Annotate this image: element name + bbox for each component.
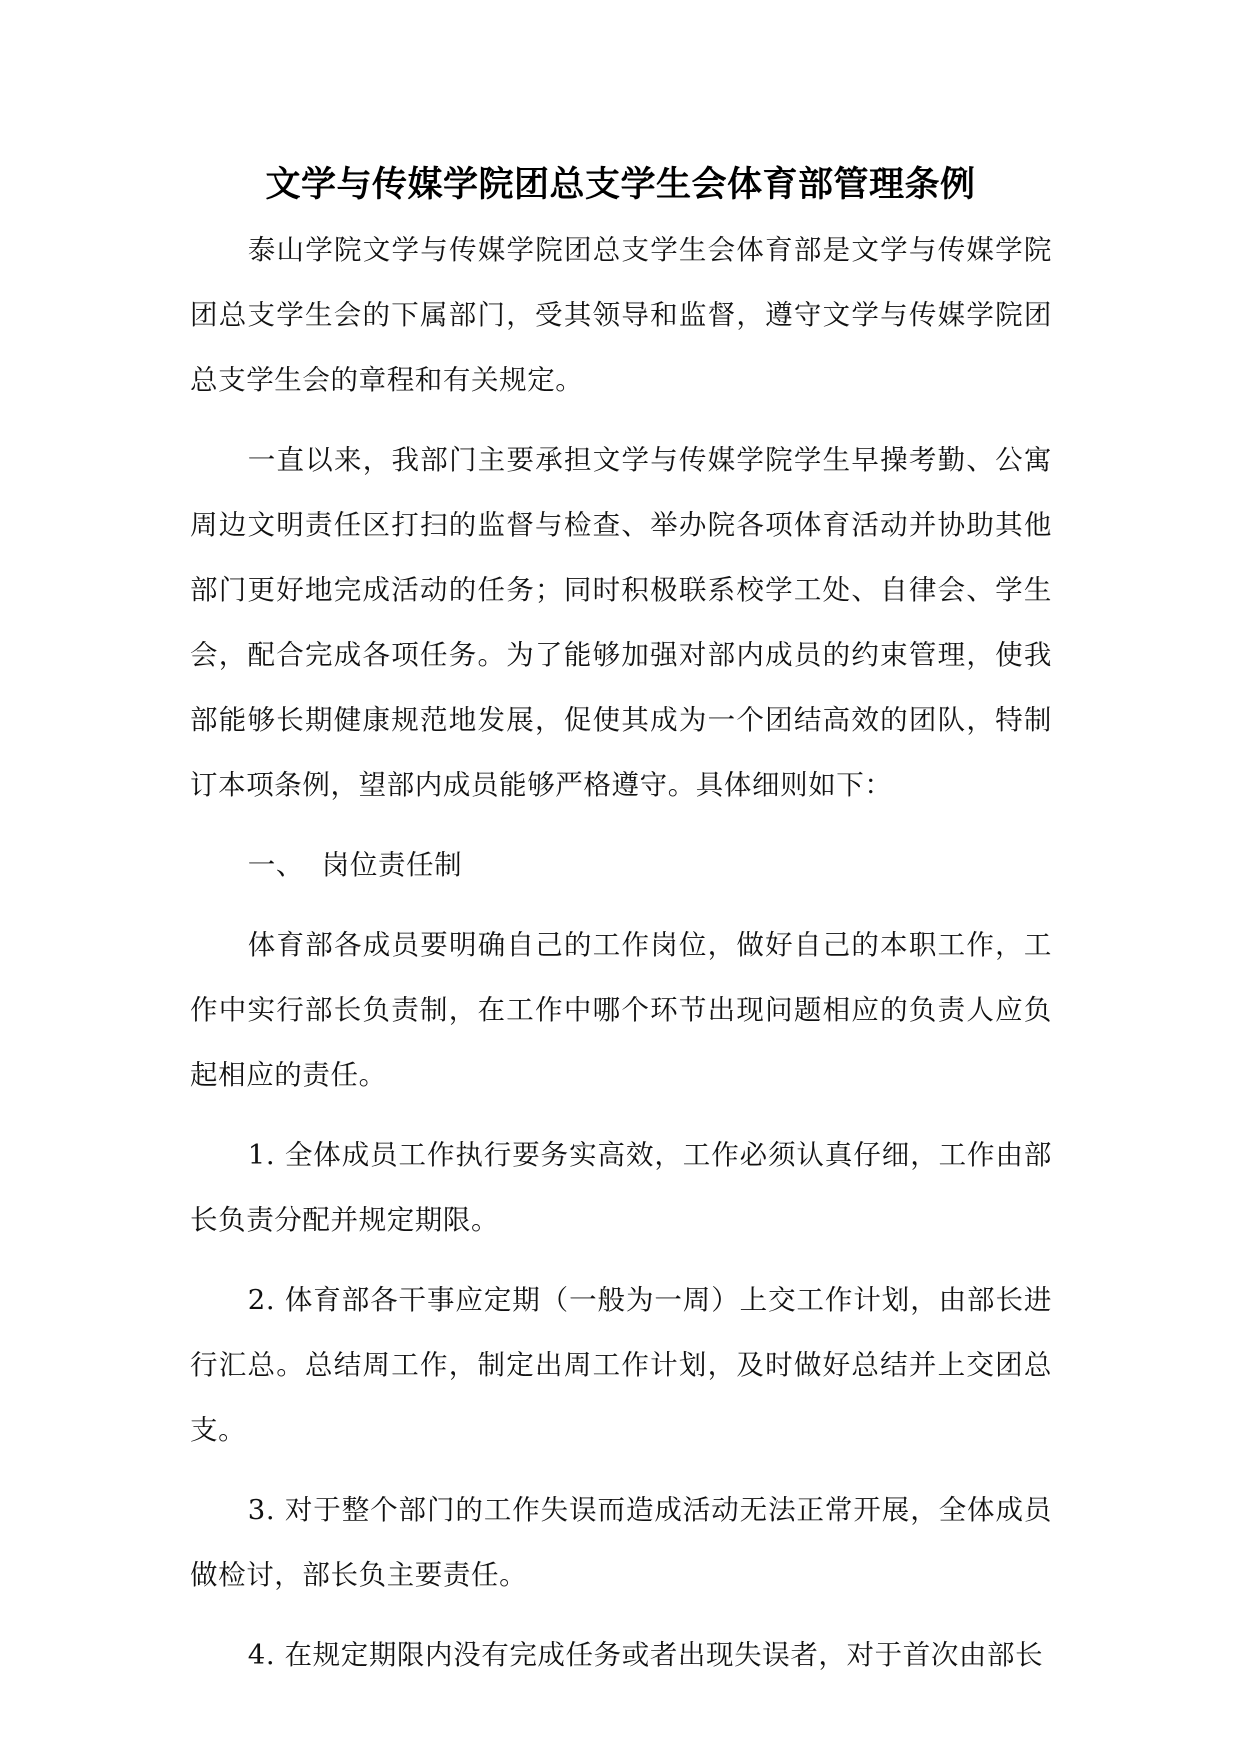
list-item-4: 4. 在规定期限内没有完成任务或者出现失误者，对于首次由部长	[247, 1639, 1044, 1671]
document-title: 文学与传媒学院团总支学生会体育部管理条例	[265, 165, 976, 205]
section-heading	[190, 833, 1052, 898]
intro-paragraph-2: 一直以来，我部门主要承担文学与传媒学院学生早操考勤、公寓周边文明责任区打扫的监督与检查、举办院各项体育活动并协助其他部门更好地完成活动的任务；同时积极联系校学工处、自律会、学生会，配合完成各项任务。为了能够加强对部内成员的约束管理，使我部能够长期健康规范地发展，促使其成为一个团结高效的团队，特制订本项条例，望部内成员能够严格遵守。具体细则如下：	[190, 444, 1052, 801]
list-item-1: 1. 全体成员工作执行要务实高效，工作必须认真仔细，工作由部长负责分配并规定期限。	[190, 1139, 1052, 1236]
list-item-3: 3. 对于整个部门的工作失误而造成活动无法正常开展，全体成员做检讨，部长负主要责任。	[190, 1494, 1052, 1591]
list-item-2: 2. 体育部各干事应定期（一般为一周）上交工作计划，由部长进行汇总。总结周工作，制定出周工作计划，及时做好总结并上交团总支。	[190, 1284, 1052, 1446]
intro-paragraph-1: 泰山学院文学与传媒学院团总支学生会体育部是文学与传媒学院团总支学生会的下属部门，受其领导和监督，遵守文学与传媒学院团总支学生会的章程和有关规定。	[190, 234, 1052, 396]
section-heading-text: 岗位责任制	[321, 849, 463, 881]
section-number: 一、	[247, 849, 304, 881]
section-paragraph: 体育部各成员要明确自己的工作岗位，做好自己的本职工作，工作中实行部长负责制，在工作中哪个环节出现问题相应的负责人应负起相应的责任。	[190, 929, 1052, 1091]
document-body	[190, 218, 1052, 1703]
